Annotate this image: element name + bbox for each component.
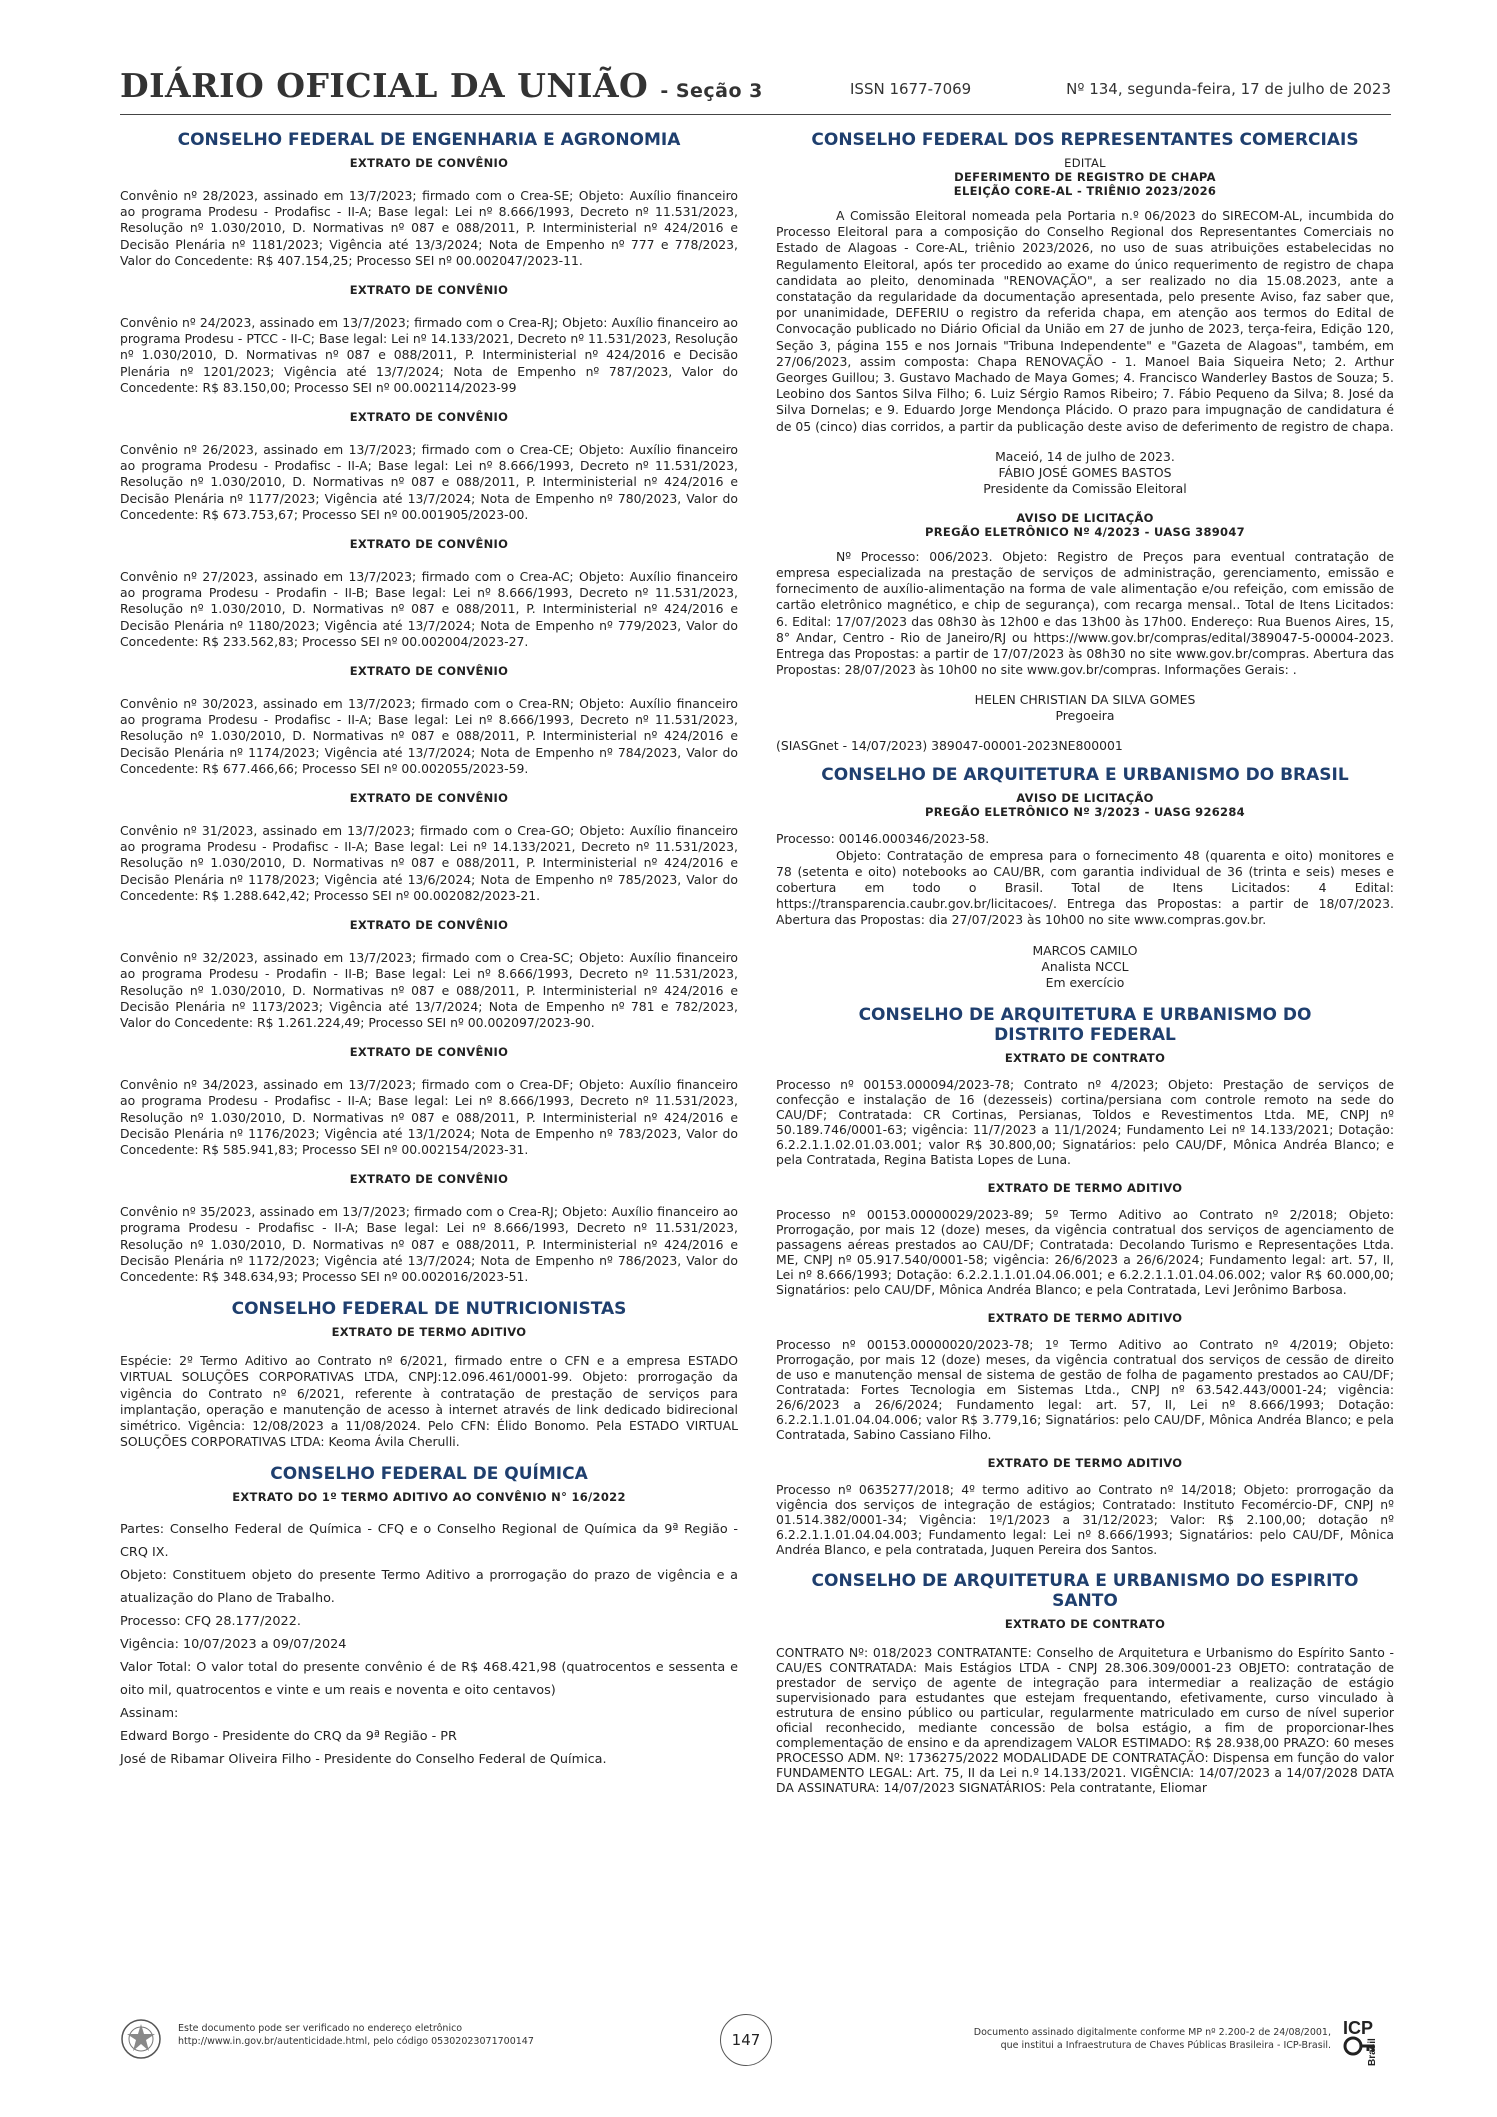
extract-line: Processo: CFQ 28.177/2022. [120, 1614, 301, 1630]
extract-title: EXTRATO DE TERMO ADITIVO [987, 1180, 1183, 1195]
signature-notice-line: que institui a Infraestrutura de Chaves Públicas Brasileira - ICP-Brasil. [1000, 2040, 1331, 2051]
confea-extracts [120, 156, 738, 1285]
extract-line: Partes: Conselho Federal de Química - CFQ e o Conselho Regional de Química da 9ª Região - CRQ IX. [120, 1522, 738, 1561]
cfq-extract [120, 1518, 738, 1771]
extract-title: EXTRATO DE TERMO ADITIVO [987, 1455, 1183, 1470]
signature-name: MARCOS CAMILO [1032, 942, 1138, 958]
extract-text: Processo nº 00153.00000029/2023-89; 5º Termo Aditivo ao Contrato nº 2/2018; Objeto: Prorrogação, por mais 12 (doze) meses, da vigência contratual dos serviços de agenciamento de passagens aéreas prestados ao CAU/DF; Contratada: Decolando Turismo e Representações Ltda. ME, CNPJ nº 05.917.540/0001-58; vigência: 26/6/2023 a 26/6/2024; Fundamento legal: art. 57, II, Lei nº 8.666/1993; Dotação: 6.2.2.1.1.01.04.06.001; e 6.2.2.1.1.01.04.06.002; valor R$ 60.000,00; Signatários: pelo CAU/DF, Mônica Andréa Blanco; e pela Contratada, Levi Jerônimo Barbosa. [776, 1206, 1394, 1297]
org-title-caues: CONSELHO DE ARQUITETURA E URBANISMO DO ESPIRITO SANTO [811, 1570, 1359, 1611]
edital-label: EDITAL [1064, 156, 1106, 170]
org-title-cfq: CONSELHO FEDERAL DE QUÍMICA [270, 1464, 588, 1485]
aviso-subtitle: PREGÃO ELETRÔNICO Nº 3/2023 - UASG 926284 [925, 805, 1245, 820]
extract-title: EXTRATO DE CONVÊNIO [349, 283, 509, 298]
page-footer [120, 2010, 1391, 2070]
signature-block [776, 943, 1394, 991]
extract-title: EXTRATO DE CONTRATO [1004, 1616, 1166, 1631]
page-header [120, 66, 1391, 115]
verification-line: http://www.in.gov.br/autenticidade.html, pelo código 05302023071700147 [178, 2036, 534, 2047]
signature-block [776, 449, 1394, 497]
extract-title: EXTRATO DE CONVÊNIO [349, 791, 509, 806]
signature-notice-line: Documento assinado digitalmente conforme MP nº 2.200-2 de 24/08/2001, [973, 2027, 1331, 2038]
edital-subtitle: ELEIÇÃO CORE-AL - TRIÊNIO 2023/2026 [953, 184, 1217, 198]
process-number: Processo: 00146.000346/2023-58. [776, 831, 990, 847]
extract-text: Convênio nº 34/2023, assinado em 13/7/2023; firmado com o Crea-DF; Objeto: Auxílio financeiro ao programa Prodesu - Prodafisc - II-A; Base legal: Lei nº 8.666/1993, Decreto nº 11.531/2023, Resolução nº 1.030/2010, D. Normativas nº 087 e 088/2011, P. Interministerial nº 424/2016 e Decisão Plenária nº 1176/2023; Vigência até 13/1/2024; Nota de Empenho nº 783/2023, Valor do Concedente: R$ 585.941,83; Processo SEI nº 00.002154/2023-31. [120, 1077, 738, 1157]
extract-line: Vigência: 10/07/2023 a 09/07/2024 [120, 1637, 347, 1653]
extract-text: Convênio nº 31/2023, assinado em 13/7/2023; firmado com o Crea-GO; Objeto: Auxílio financeiro ao programa Prodesu - Prodafisc - II-A; Base legal: Lei nº 14.133/2021, Decreto nº 11.531/2023, Resolução nº 1.030/2010, D. Normativas nº 087 e 088/2011, P. Interministerial nº 424/2016 e Decisão Plenária nº 1178/2023; Vigência até 13/6/2024; Nota de Empenho nº 785/2023, Valor do Concedente: R$ 1.288.642,42; Processo SEI nº 00.002082/2023-21. [120, 823, 738, 903]
signature-name: FÁBIO JOSÉ GOMES BASTOS [998, 464, 1172, 480]
aviso-title: AVISO DE LICITAÇÃO [1016, 791, 1154, 806]
extract-title: EXTRATO DE CONVÊNIO [349, 156, 509, 170]
signature-notice [974, 2026, 1331, 2052]
siasg-reference: (SIASGnet - 14/07/2023) 389047-00001-2023NE800001 [776, 738, 1123, 754]
republic-seal-icon [120, 2018, 162, 2060]
extract-title: EXTRATO DE CONVÊNIO [349, 410, 509, 425]
page-number: 147 [720, 2014, 772, 2066]
org-title-core: CONSELHO FEDERAL DOS REPRESENTANTES COMERCIAIS [811, 130, 1359, 150]
section-label: - Seção 3 [660, 80, 763, 102]
extract-title: EXTRATO DO 1º TERMO ADITIVO AO CONVÊNIO N° 16/2022 [232, 1490, 626, 1505]
org-title-caudf: CONSELHO DE ARQUITETURA E URBANISMO DO DISTRITO FEDERAL [858, 1004, 1312, 1045]
extract-title: EXTRATO DE CONVÊNIO [349, 664, 509, 679]
signature-extra: Em exercício [1045, 974, 1125, 990]
extract-line: Valor Total: O valor total do presente convênio é de R$ 468.421,98 (quatrocentos e sessenta e oito mil, quatrocentos e vinte e um reais e noventa e oito centavos) [120, 1660, 738, 1699]
extract-text: Processo nº 00153.000094/2023-78; Contrato nº 4/2023; Objeto: Prestação de serviços de confecção e instalação de 16 (dezesseis) cortina/persiana com controle remoto na sede do CAU/DF; Contratada: CR Cortinas, Persianas, Toldos e Revestimentos Ltda. ME, CNPJ nº 50.189.746/0001-63; vigência: 11/7/2023 a 11/1/2024; Fundamento Lei nº 14.133/2021; Dotação: 6.2.2.1.1.02.01.03.001; valor R$ 30.800,00; Signatários: pelo CAU/DF, Mônica Andréa Blanco; e pela Contratada, Regina Batista Lopes de Luna. [776, 1076, 1394, 1167]
signature-role: Analista NCCL [1041, 958, 1129, 974]
edital-subtitle: DEFERIMENTO DE REGISTRO DE CHAPA [954, 170, 1216, 184]
left-column [120, 130, 738, 1771]
extract-line: Objeto: Constituem objeto do presente Termo Aditivo a prorrogação do prazo de vigência e a atualização do Plano de Trabalho. [120, 1568, 738, 1607]
extract-line: José de Ribamar Oliveira Filho - Presidente do Conselho Federal de Química. [120, 1752, 607, 1768]
extract-title: EXTRATO DE CONVÊNIO [349, 1172, 509, 1187]
verification-line: Este documento pode ser verificado no endereço eletrônico [178, 2023, 463, 2034]
signature-block [776, 692, 1394, 724]
extract-text: Convênio nº 30/2023, assinado em 13/7/2023; firmado com o Crea-RN; Objeto: Auxílio financeiro ao programa Prodesu - Prodafisc - II-A; Base legal: Lei nº 8.666/1993, Decreto nº 11.531/2023, Resolução nº 1.030/2010, D. Normativas nº 087 e 088/2011, P. Interministerial nº 424/2016 e Decisão Plenária nº 1174/2023; Vigência até 13/7/2024; Nota de Empenho nº 784/2023, Valor do Concedente: R$ 677.466,66; Processo SEI nº 00.002055/2023-59. [120, 696, 738, 776]
extract-title: EXTRATO DE CONVÊNIO [349, 537, 509, 552]
extract-text: Convênio nº 32/2023, assinado em 13/7/2023; firmado com o Crea-SC; Objeto: Auxílio financeiro ao programa Prodesu - Prodafin - II-B; Base legal: Lei nº 8.666/1993, Decreto nº 11.531/2023, Resolução nº 1.030/2010, D. Normativas nº 087 e 088/2011, P. Interministerial nº 424/2016 e Decisão Plenária nº 1173/2023; Vigência até 13/7/2024; Nota de Empenho nº 781 e 782/2023, Valor do Concedente: R$ 1.261.224,49; Processo SEI nº 00.002097/2023-90. [120, 950, 738, 1030]
verification-text [178, 2022, 534, 2048]
extract-text: Convênio nº 26/2023, assinado em 13/7/2023; firmado com o Crea-CE; Objeto: Auxílio financeiro ao programa Prodesu - Prodafisc - II-A; Base legal: Lei nº 8.666/1993, Decreto nº 11.531/2023, Resolução nº 1.030/2010, D. Normativas nº 087 e 088/2011, P. Interministerial nº 424/2016 e Decisão Plenária nº 1177/2023; Vigência até 13/7/2024; Nota de Empenho nº 780/2023, Valor do Concedente: R$ 673.753,67; Processo SEI nº 00.001905/2023-00. [120, 442, 738, 522]
right-column [776, 130, 1394, 1809]
aviso-subtitle: PREGÃO ELETRÔNICO Nº 4/2023 - UASG 389047 [925, 524, 1245, 539]
extract-line: Edward Borgo - Presidente do CRQ da 9ª Região - PR [120, 1729, 457, 1745]
extract-text: Convênio nº 24/2023, assinado em 13/7/2023; firmado com o Crea-RJ; Objeto: Auxílio financeiro ao programa Prodesu - PTCC - II-C; Base legal: Lei nº 14.133/2021, Decreto nº 11.531/2023, Resolução nº 1.030/2010, D. Normativas nº 087 e 088/2011, P. Interministerial nº 424/2016 e Decisão Plenária nº 1201/2023; Vigência até 13/7/2024; Nota de Empenho nº 787/2023, Valor do Concedente: R$ 83.150,00; Processo SEI nº 00.002114/2023-99 [120, 315, 738, 395]
edition-info: Nº 134, segunda-feira, 17 de julho de 2023 [1066, 80, 1391, 98]
signature-name: HELEN CHRISTIAN DA SILVA GOMES [974, 692, 1196, 708]
edital-text: A Comissão Eleitoral nomeada pela Portaria n.º 06/2023 do SIRECOM-AL, incumbida do Processo Eleitoral para a composição do Conselho Regional dos Representantes Comerciais no Estado de Alagoas - Core-AL, triênio 2023/2026, no uso de suas atribuições estabelecidas no Regulamento Eleitoral, após ter procedido ao exame do único requerimento de registro de chapa candidata ao pleito, denominada "RENOVAÇÃO", a ser realizado no dia 15.08.2023, ante a constatação da regularidade da documentação apresentada, pelo presente Aviso, faz saber que, por unanimidade, DEFERIU o registro da referida chapa, em atenção aos termos do Edital de Convocação publicado no Diário Oficial da União em 27 de junho de 2023, terça-feira, Edição 120, Seção 3, página 155 e nos Jornais "Tribuna Independente" e "Gazeta de Alagoas", também, em 27/06/2023, assim composta: Chapa RENOVAÇÃO - 1. Manoel Baia Siqueira Neto; 2. Arthur Georges Guillou; 3. Gustavo Machado de Maya Gomes; 4. Francisco Wanderley Bastos de Souza; 5. Leobino dos Santos Silva Filho; 6. Luiz Sérgio Ramos Ribeiro; 7. Fábio Pequeno da Silva; 8. José da Silva Dornelas; e 9. Eduardo Jorge Mendonça Plácido. O prazo para impugnação de candidatura é de 05 (cinco) dias corridos, a partir da publicação deste aviso de deferimento de registro de chapa. [776, 208, 1394, 434]
caudf-extracts [776, 1051, 1394, 1557]
org-title-cfn: CONSELHO FEDERAL DE NUTRICIONISTAS [231, 1299, 627, 1320]
extract-text: Convênio nº 28/2023, assinado em 13/7/2023; firmado com o Crea-SE; Objeto: Auxílio financeiro ao programa Prodesu - Prodafisc - II-A; Base legal: Lei nº 8.666/1993, Decreto nº 11.531/2023, Resolução nº 1.030/2010, D. Normativas nº 087 e 088/2011, P. Interministerial nº 424/2016 e Decisão Plenária nº 1181/2023; Vigência até 13/3/2024; Nota de Empenho nº 777 e 778/2023, Valor do Concedente: R$ 407.154,25; Processo SEI nº 00.002047/2023-11. [120, 188, 738, 268]
icp-brasil-logo [1341, 2014, 1391, 2068]
icp-logo-text: ICP [1343, 2018, 1374, 2038]
signature-place: Maceió, 14 de julho de 2023. [995, 448, 1175, 464]
icp-logo-subtext: Brasil [1367, 2038, 1378, 2066]
extract-text: Processo nº 0635277/2018; 4º termo aditivo ao Contrato nº 14/2018; Objeto: prorrogação da vigência dos serviços de integração de estágios; Contratado: Instituto Fecomércio-DF, CNPJ nº 01.514.382/0001-34; Vigência: 1º/1/2023 a 31/12/2023; Valor: R$ 2.100,00; dotação nº 6.2.2.1.1.01.04.04.003; Fundamento legal: Lei nº 8.666/1993; Signatários: pelo CAU/DF, Mônica Andréa Blanco, e pela contratada, Juquen Pereira dos Santos. [776, 1481, 1394, 1557]
extract-text: Convênio nº 27/2023, assinado em 13/7/2023; firmado com o Crea-AC; Objeto: Auxílio financeiro ao programa Prodesu - Prodafin - II-B; Base legal: Lei nº 8.666/1993, Decreto nº 11.531/2023, Resolução nº 1.030/2010, D. Normativas nº 087 e 088/2011, P. Interministerial nº 424/2016 e Decisão Plenária nº 1180/2023; Vigência até 13/7/2024; Nota de Empenho nº 779/2023, Valor do Concedente: R$ 233.562,83; Processo SEI nº 00.002004/2023-27. [120, 569, 738, 649]
extract-text: Espécie: 2º Termo Aditivo ao Contrato nº 6/2021, firmado entre o CFN e a empresa ESTADO VIRTUAL SOLUÇÕES CORPORATIVAS LTDA, CNPJ:12.096.461/0001-99. Objeto: prorrogação da vigência do Contrato nº 6/2021, referente à contratação de prestação de serviços para implantação, operação e manutenção de acesso à internet através de link dedicado bidirecional simétrico. Vigência: 12/08/2023 a 11/08/2024. Pelo CFN: Élido Bonomo. Pela ESTADO VIRTUAL SOLUÇÕES CORPORATIVAS LTDA: Keoma Ávila Cherulli. [120, 1353, 738, 1450]
masthead-title: DIÁRIO OFICIAL DA UNIÃO [120, 66, 649, 105]
extract-title: EXTRATO DE CONVÊNIO [349, 918, 509, 933]
signature-role: Pregoeira [1055, 708, 1115, 724]
signature-role: Presidente da Comissão Eleitoral [983, 480, 1187, 496]
extract-text: CONTRATO Nº: 018/2023 CONTRATANTE: Conselho de Arquitetura e Urbanismo do Espírito Santo - CAU/ES CONTRATADA: Mais Estágios LTDA - CNPJ 28.306.309/0001-23 OBJETO: contratação de prestador de serviço de agente de integração para intermediar a realização de estágio supervisionado para estudantes que estejam frequentando, efetivamente, curso vinculado à estrutura de ensino público ou particular, regularmente matriculado em curso de nível superior oficial reconhecido, mediante concessão de bolsa estágio, a fim de proporcionar-lhes complementação de ensino e da aprendizagem VALOR ESTIMADO: R$ 28.938,00 PRAZO: 60 meses PROCESSO ADM. Nº: 1736275/2022 MODALIDADE DE CONTRATAÇÃO: Dispensa em função do valor FUNDAMENTO LEGAL: Art. 75, II da Lei n.º 14.133/2021. VIGÊNCIA: 14/07/2023 a 14/07/2028 DATA DA ASSINATURA: 14/07/2023 SIGNATÁRIOS: Pela contratante, Eliomar [776, 1644, 1394, 1795]
extract-title: EXTRATO DE TERMO ADITIVO [987, 1310, 1183, 1325]
org-title-confea: CONSELHO FEDERAL DE ENGENHARIA E AGRONOMIA [177, 130, 681, 150]
aviso-text: Nº Processo: 006/2023. Objeto: Registro de Preços para eventual contratação de empresa especializada na prestação de serviços de administração, gerenciamento, emissão e fornecimento de auxílio-alimentação na forma de vale alimentação e/ou refeição, com emissão de cartão eletrônico magnético, e chip de segurança), com recarga mensal.. Total de Itens Licitados: 6. Edital: 17/07/2023 das 08h30 às 12h00 e das 13h00 às 17h00. Endereço: Rua Buenos Aires, 15, 8° Andar, Centro - Rio de Janeiro/RJ ou https://www.gov.br/compras/edital/389047-5-00004-2023. Entrega das Propostas: a partir de 17/07/2023 às 08h30 no site www.gov.br/compras. Abertura das Propostas: 28/07/2023 às 10h00 no site www.gov.br/compras. Informações Gerais: . [776, 548, 1394, 678]
extract-line: Assinam: [120, 1706, 179, 1722]
aviso-text: Objeto: Contratação de empresa para o fornecimento 48 (quarenta e oito) monitores e 78 (setenta e oito) notebooks ao CAU/BR, com garantia individual de 36 (trinta e seis) meses e cobertura em todo o Brasil. Total de Itens Licitados: 4 Edital: https://transparencia.caubr.gov.br/licitacoes/. Entrega das Propostas: a partir de 18/07/2023. Abertura das Propostas: dia 27/07/2023 às 10h00 no site www.compras.gov.br. [776, 847, 1394, 928]
extract-text: Convênio nº 35/2023, assinado em 13/7/2023; firmado com o Crea-RJ; Objeto: Auxílio financeiro ao programa Prodesu - Prodafisc - II-A; Base legal: Lei nº 8.666/1993, Decreto nº 11.531/2023, Resolução nº 1.030/2010, D. Normativas nº 087 e 088/2011, P. Interministerial nº 424/2016 e Decisão Plenária nº 1172/2023; Vigência até 13/7/2024; Nota de Empenho nº 786/2023, Valor do Concedente: R$ 348.634,93; Processo SEI nº 00.002016/2023-51. [120, 1204, 738, 1284]
extract-title: EXTRATO DE CONVÊNIO [349, 1045, 509, 1060]
issn: ISSN 1677-7069 [850, 80, 972, 98]
extract-title: EXTRATO DE TERMO ADITIVO [331, 1325, 527, 1340]
aviso-title: AVISO DE LICITAÇÃO [1016, 510, 1154, 525]
org-title-caubr: CONSELHO DE ARQUITETURA E URBANISMO DO BRASIL [821, 765, 1349, 786]
extract-text: Processo nº 00153.00000020/2023-78; 1º Termo Aditivo ao Contrato nº 4/2019; Objeto: Prorrogação, por mais 12 (doze) meses, da vigência contratual dos serviços de cessão de direito de uso e manutenção mensal de sistema de gestão de folha de pagamento prestados ao CAU/DF; Contratada: Fortes Tecnologia em Sistemas Ltda., CNPJ nº 63.542.443/0001-24; vigência: 26/6/2023 a 26/6/2024; Fundamento legal: art. 57, II, Lei nº 8.666/1993; Dotação: 6.2.2.1.1.01.04.04.006; valor R$ 3.779,16; Signatários: pelo CAU/DF, Mônica Andréa Blanco; e pela Contratada, Sabino Cassiano Filho. [776, 1336, 1394, 1442]
extract-title: EXTRATO DE CONTRATO [1004, 1050, 1166, 1065]
masthead [120, 66, 763, 105]
